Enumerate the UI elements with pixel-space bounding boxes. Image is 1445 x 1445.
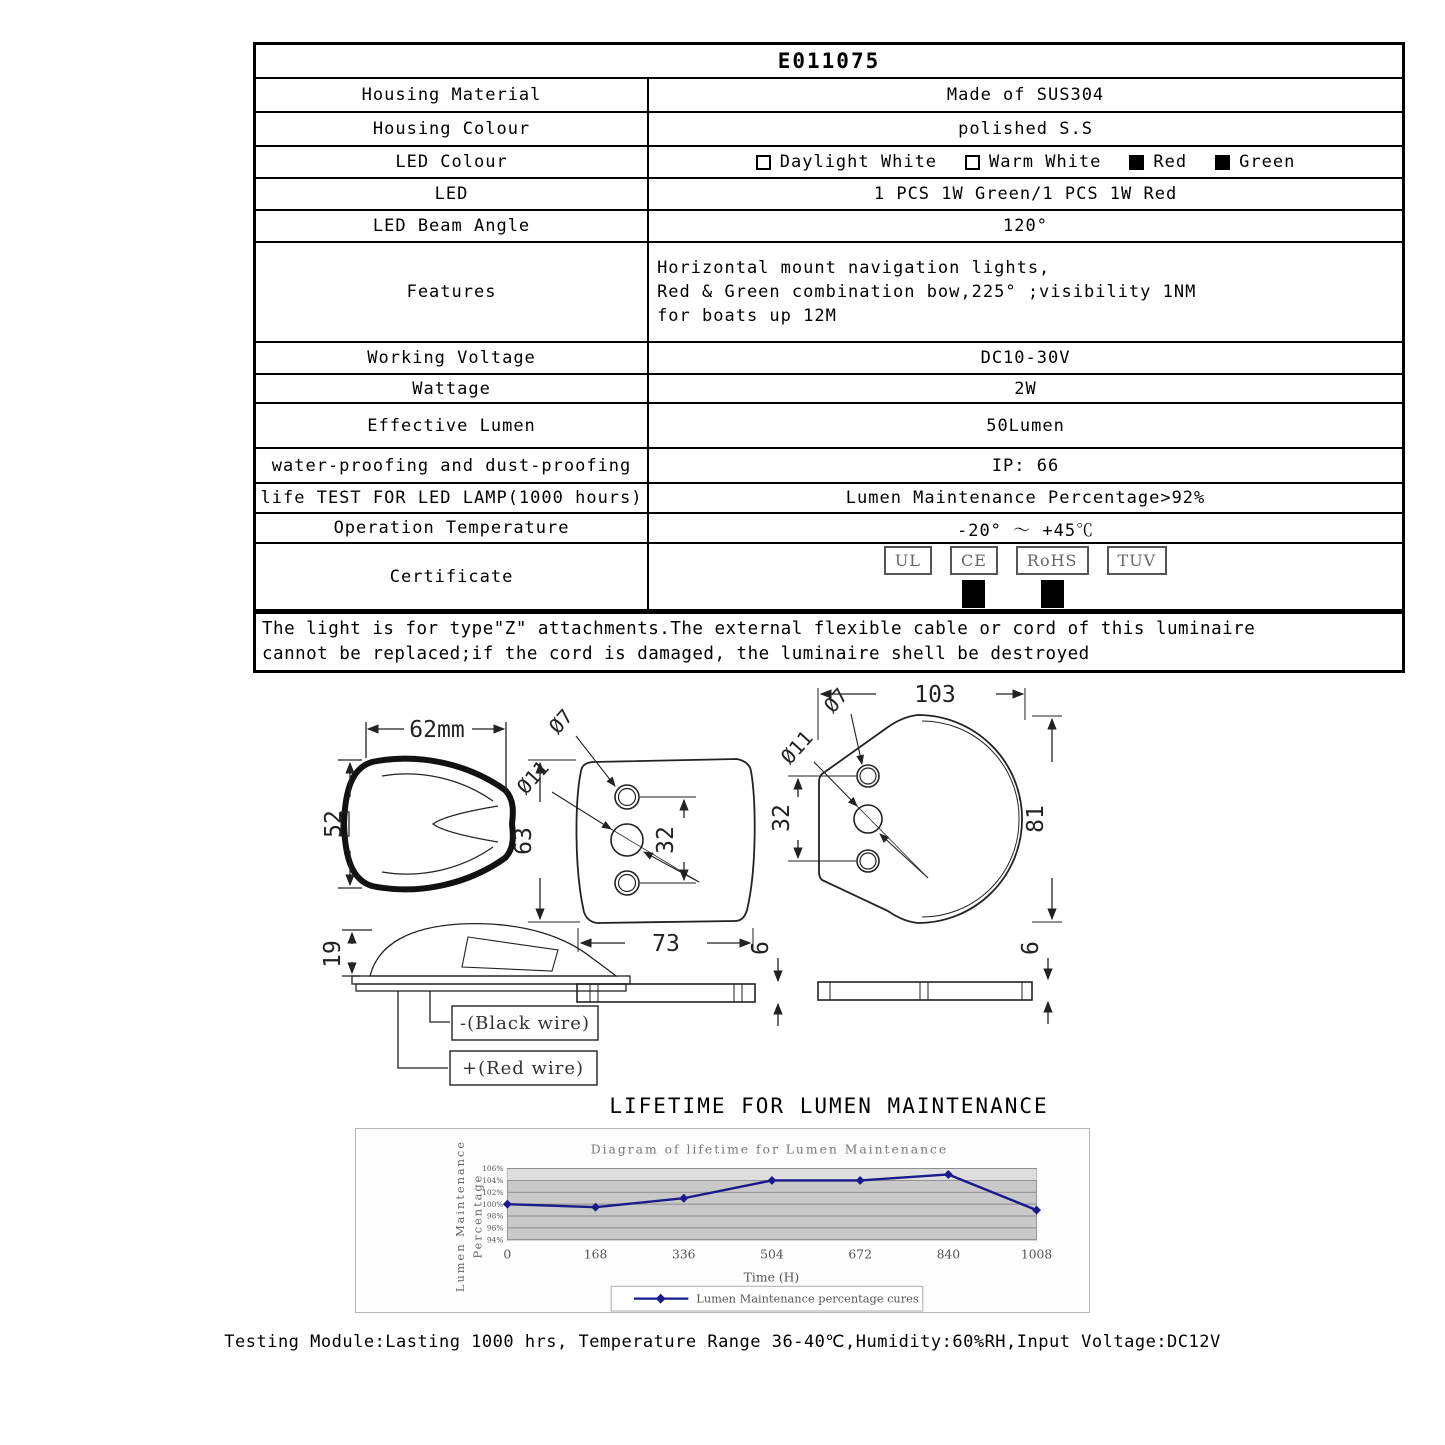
row-value: 120° xyxy=(1003,216,1048,236)
certificate-item xyxy=(884,546,932,608)
svg-text:1008: 1008 xyxy=(1020,1247,1053,1262)
certificate-item xyxy=(950,546,998,608)
option-label: Daylight White xyxy=(779,152,938,172)
row-label: Operation Temperature xyxy=(256,514,649,542)
option-label: Red xyxy=(1153,152,1188,172)
certificate-check-mark xyxy=(962,580,985,608)
chart-title: Diagram of lifetime for Lumen Maintenance xyxy=(590,1142,949,1157)
dim-large-plate-hole-large: Ø11 xyxy=(775,725,818,769)
svg-text:336: 336 xyxy=(671,1247,696,1262)
certificate-item xyxy=(1107,546,1168,608)
dim-small-plate-width: 73 xyxy=(652,931,680,957)
certificate-badge: RoHS xyxy=(1016,546,1089,575)
row-label: water-proofing and dust-proofing xyxy=(256,449,649,482)
dim-small-plate-thickness: 6 xyxy=(748,941,774,955)
certificate-item xyxy=(1016,546,1089,608)
chart-ylabel-line1: Lumen Maintenance xyxy=(452,1140,467,1293)
checkbox-icon xyxy=(965,155,980,170)
chart-legend xyxy=(611,1286,923,1311)
testing-conditions-note: Testing Module:Lasting 1000 hrs, Temperature Range 36-40℃,Humidity:60%RH,Input Voltage:DC12V xyxy=(224,1332,1221,1352)
row-label: Housing Material xyxy=(256,79,649,111)
dim-large-plate-width: 103 xyxy=(914,682,956,708)
svg-text:96%: 96% xyxy=(486,1223,504,1233)
svg-text:100%: 100% xyxy=(482,1199,504,1209)
table-row-certificate xyxy=(256,544,1402,611)
svg-text:672: 672 xyxy=(848,1247,872,1262)
large-plate-drawing xyxy=(788,688,1062,1024)
table-row xyxy=(256,484,1402,514)
svg-text:504: 504 xyxy=(760,1247,784,1262)
table-row xyxy=(256,404,1402,449)
warning-note xyxy=(256,611,1402,670)
table-row xyxy=(256,179,1402,211)
table-row-led-colour xyxy=(256,147,1402,179)
dim-small-plate-spacing: 32 xyxy=(653,826,679,854)
row-label: LED xyxy=(256,179,649,209)
row-label: Features xyxy=(256,243,649,341)
table-row xyxy=(256,113,1402,147)
dim-front-height: 52 xyxy=(321,810,347,838)
table-row xyxy=(256,343,1402,375)
dim-large-plate-hole-small: Ø7 xyxy=(818,683,853,718)
feature-line: Red & Green combination bow,225° ;visibility 1NM xyxy=(657,282,1197,302)
svg-text:102%: 102% xyxy=(482,1187,504,1197)
table-row-features xyxy=(256,243,1402,343)
note-line: The light is for type"Z" attachments.The external flexible cable or cord of this luminaire xyxy=(262,619,1256,639)
dim-dome-height: 19 xyxy=(320,940,346,968)
row-label: life TEST FOR LED LAMP(1000 hours) xyxy=(256,484,649,512)
certificate-badge: CE xyxy=(950,546,998,575)
black-wire-label: -(Black wire) xyxy=(460,1013,590,1034)
table-row xyxy=(256,79,1402,113)
checkbox-icon xyxy=(1215,155,1230,170)
svg-text:168: 168 xyxy=(583,1247,608,1262)
certificate-check-mark xyxy=(1041,580,1064,608)
svg-text:106%: 106% xyxy=(482,1164,504,1174)
row-label: Certificate xyxy=(256,544,649,609)
table-row xyxy=(256,514,1402,544)
dim-small-plate-hole-small: Ø7 xyxy=(543,704,578,739)
led-colour-option xyxy=(1215,152,1295,172)
row-label: LED Colour xyxy=(256,147,649,177)
led-colour-option xyxy=(1129,152,1187,172)
row-value: IP: 66 xyxy=(991,455,1060,476)
spec-table xyxy=(253,42,1405,673)
chart-xlabel: Time (H) xyxy=(743,1270,800,1285)
led-colour-option xyxy=(756,152,937,172)
table-row xyxy=(256,211,1402,243)
dim-front-width: 62mm xyxy=(409,717,465,743)
table-row xyxy=(256,375,1402,404)
certificate-badge: TUV xyxy=(1107,546,1168,575)
row-label: Housing Colour xyxy=(256,113,649,145)
note-line: cannot be replaced;if the cord is damaged, the luminaire shell be destroyed xyxy=(262,644,1090,664)
dim-small-plate-height: 63 xyxy=(511,827,537,855)
dim-large-plate-thickness: 6 xyxy=(1018,941,1044,955)
model-number: E011075 xyxy=(256,45,1402,79)
row-value: 50Lumen xyxy=(986,415,1065,436)
option-label: Warm White xyxy=(989,152,1102,172)
chart-ylabel-line2: Percentage xyxy=(470,1173,485,1259)
feature-line: for boats up 12M xyxy=(657,306,837,326)
row-value: Lumen Maintenance Percentage>92% xyxy=(845,488,1206,508)
row-value: 1 PCS 1W Green/1 PCS 1W Red xyxy=(873,184,1178,204)
dim-large-plate-height: 81 xyxy=(1023,805,1049,833)
row-value: DC10-30V xyxy=(980,348,1071,368)
row-value: -20° ～ +45℃ xyxy=(956,520,1095,541)
option-label: Green xyxy=(1239,152,1296,172)
svg-text:0: 0 xyxy=(503,1247,512,1262)
table-row xyxy=(256,449,1402,484)
checkbox-icon xyxy=(756,155,771,170)
dim-small-plate-hole-large: Ø11 xyxy=(511,755,554,799)
lumen-maintenance-chart xyxy=(355,1128,1090,1313)
row-label: Effective Lumen xyxy=(256,404,649,447)
svg-text:840: 840 xyxy=(936,1247,961,1262)
dim-large-plate-spacing: 32 xyxy=(769,804,795,832)
svg-text:94%: 94% xyxy=(486,1235,504,1245)
legend-label: Lumen Maintenance percentage cures xyxy=(696,1291,919,1306)
chart-plot-area xyxy=(482,1164,1052,1261)
certificate-badge: UL xyxy=(884,546,932,575)
technical-drawings xyxy=(253,665,1405,1095)
svg-text:104%: 104% xyxy=(482,1176,504,1186)
row-value: Made of SUS304 xyxy=(946,85,1105,105)
row-label: Wattage xyxy=(256,375,649,402)
small-plate-drawing xyxy=(528,736,778,1026)
red-wire-label: +(Red wire) xyxy=(462,1058,584,1079)
feature-line: Horizontal mount navigation lights, xyxy=(657,258,1051,278)
svg-text:98%: 98% xyxy=(486,1211,504,1221)
row-label: Working Voltage xyxy=(256,343,649,373)
row-label: LED Beam Angle xyxy=(256,211,649,241)
led-colour-option xyxy=(965,152,1101,172)
lifetime-section-heading: LIFETIME FOR LUMEN MAINTENANCE xyxy=(609,1094,1049,1118)
checkbox-icon xyxy=(1129,155,1144,170)
row-value: 2W xyxy=(1014,378,1037,399)
row-value: polished S.S xyxy=(958,119,1093,139)
